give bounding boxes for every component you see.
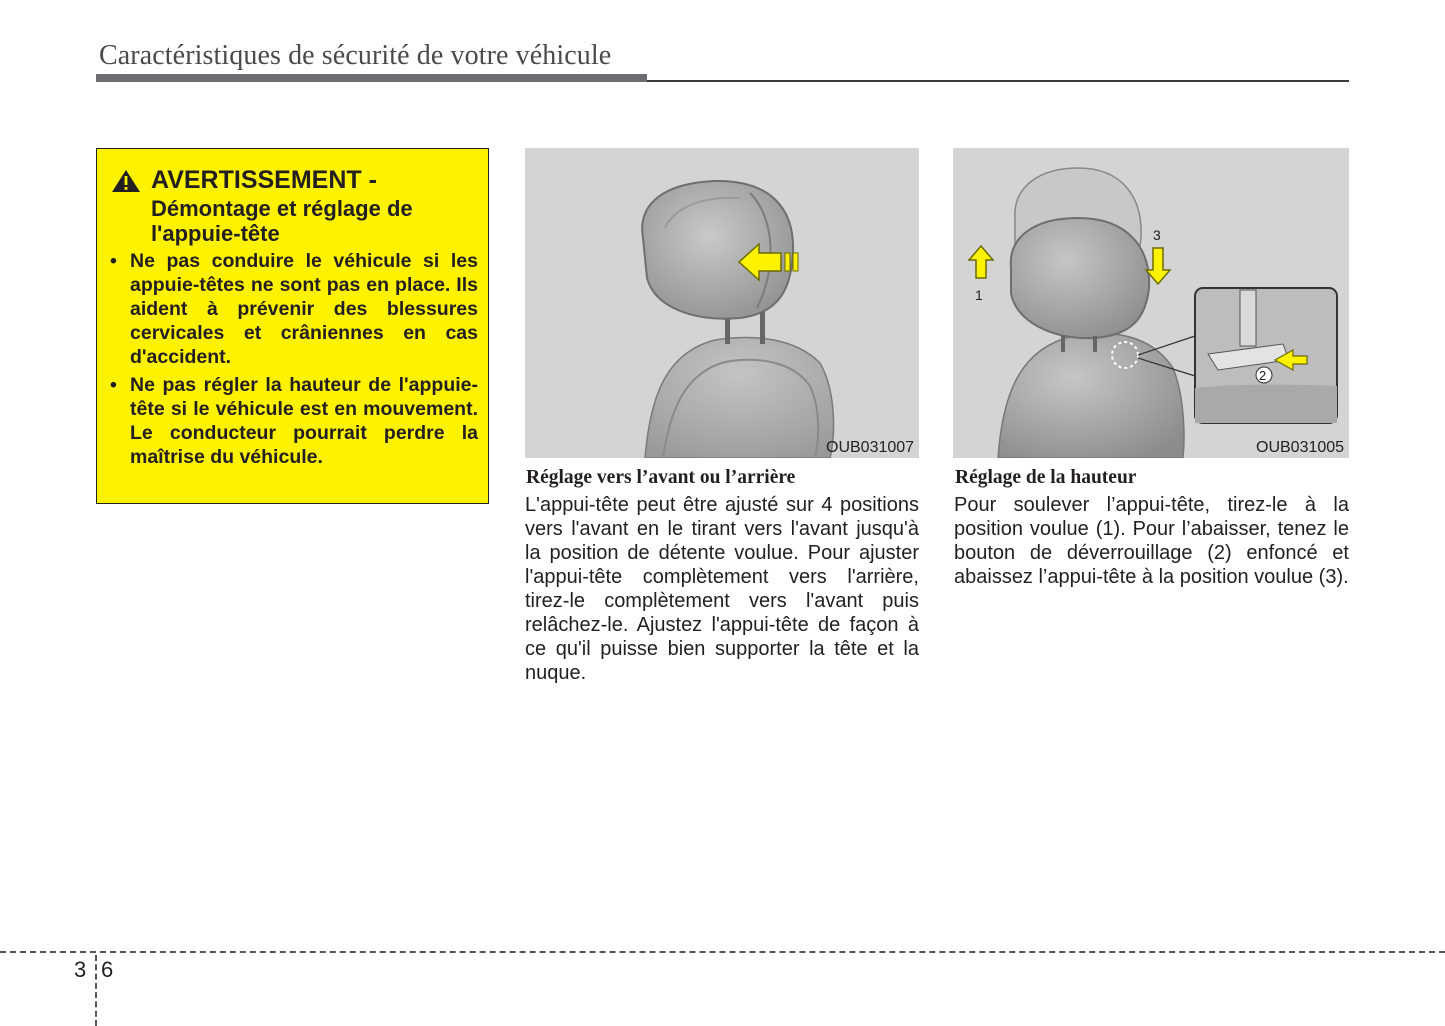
warning-item: • Ne pas conduire le véhicule si les appuie-têtes ne sont pas en place. Ils aident à prévenir des blessures cervicales et crâniennes en cas d'accident. <box>107 249 478 369</box>
headrest-forward-figure <box>525 148 919 458</box>
figure-description: Pour soulever l’appui-tête, tirez-le à la position voulue (1). Pour l’abaisser, tenez le bouton de déverrouillage (2) enfoncé et abaissez l’appui-tête à la position voulue (3). <box>954 494 1349 588</box>
figure-caption: Réglage vers l’avant ou l’arrière <box>526 467 796 488</box>
warning-list <box>107 249 478 473</box>
page-number-separator <box>95 955 97 1026</box>
warning-box <box>96 148 489 504</box>
headrest-height-figure <box>953 148 1349 458</box>
warning-subtitle: Démontage et réglage de l'appuie-tête <box>151 196 413 246</box>
warning-title: AVERTISSEMENT - <box>151 166 377 194</box>
header-bar <box>96 74 647 82</box>
warning-triangle-icon <box>111 169 141 193</box>
chapter-number: 3 <box>74 957 87 982</box>
headrest-height-illustration <box>953 148 1349 458</box>
step-label: 1 <box>975 287 983 303</box>
header-rule <box>647 80 1349 82</box>
page-header-title: Caractéristiques de sécurité de votre véhicule <box>99 40 612 71</box>
page-number: 6 <box>101 957 114 982</box>
figure-code: OUB031007 <box>826 439 915 456</box>
figure-caption: Réglage de la hauteur <box>955 467 1137 488</box>
figure-code: OUB031005 <box>1256 439 1345 456</box>
step-label: 3 <box>1153 227 1161 243</box>
warning-item: • Ne pas régler la hauteur de l'appuie-tête si le véhicule est en mouvement. Le conducteur pourrait perdre la maîtrise du véhicule. <box>107 373 478 469</box>
headrest-forward-illustration <box>525 148 919 458</box>
step-label: 2 <box>1259 368 1267 383</box>
footer-rule <box>0 951 1445 953</box>
figure-description: L'appui-tête peut être ajusté sur 4 positions vers l'avant en le tirant vers l'avant jusqu'à la position de détente voulue. Pour ajuster l'appui-tête complètement vers l'arrière, tirez-le complètement vers l'avant puis relâchez-le. Ajustez l'appui-tête de façon à ce qu'il puisse bien supporter la tête et la nuque. <box>525 494 919 684</box>
